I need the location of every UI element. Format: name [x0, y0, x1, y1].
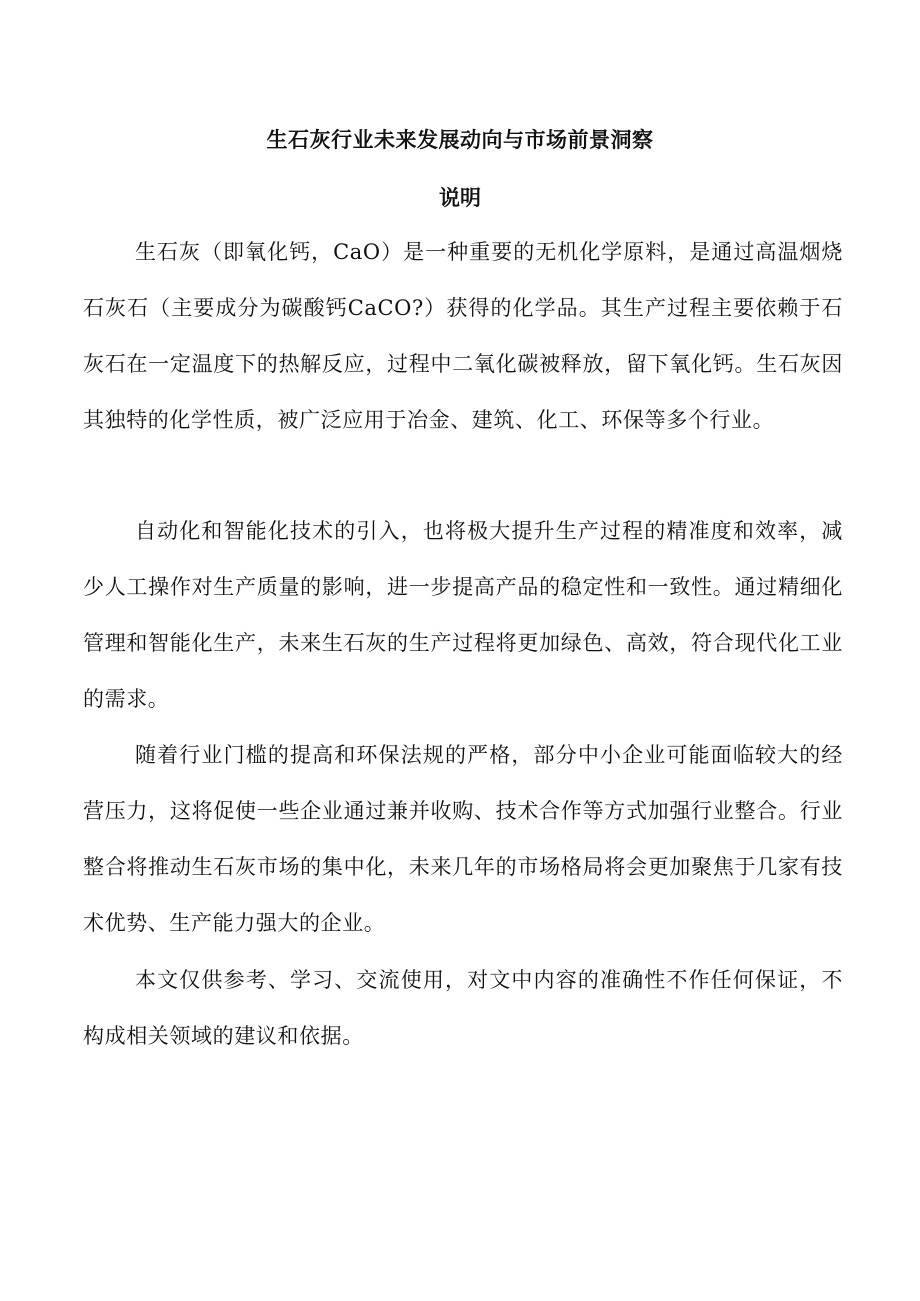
- paragraph-automation: 自动化和智能化技术的引入，也将极大提升生产过程的精准度和效率，减少人工操作对生产质量的影响，进一步提高产品的稳定性和一致性。通过精细化管理和智能化生产，未来生石灰的生产过程将更加绿色、高效，符合现代化工业的需求。: [83, 519, 843, 711]
- document-title: 生石灰行业未来发展动向与市场前景洞察: [266, 127, 654, 152]
- paragraph-intro: 生石灰（即氧化钙，CaO）是一种重要的无机化学原料，是通过高温烟烧石灰石（主要成分为碳酸钙CaCO?）获得的化学品。其生产过程主要依赖于石灰石在一定温度下的热解反应，过程中二氧化碳被释放，留下氧化钙。生石灰因其独特的化学性质，被广泛应用于冶金、建筑、化工、环保等多个行业。: [83, 240, 843, 432]
- paragraph-industry-consolidation: 随着行业门槛的提高和环保法规的严格，部分中小企业可能面临较大的经营压力，这将促使一些企业通过兼并收购、技术合作等方式加强行业整合。行业整合将推动生石灰市场的集中化，未来几年的市场格局将会更加聚焦于几家有技术优势、生产能力强大的企业。: [83, 743, 843, 935]
- paragraph-disclaimer: 本文仅供参考、学习、交流使用，对文中内容的准确性不作任何保证，不构成相关领域的建议和依据。: [83, 968, 843, 1048]
- section-heading: 说明: [439, 185, 481, 210]
